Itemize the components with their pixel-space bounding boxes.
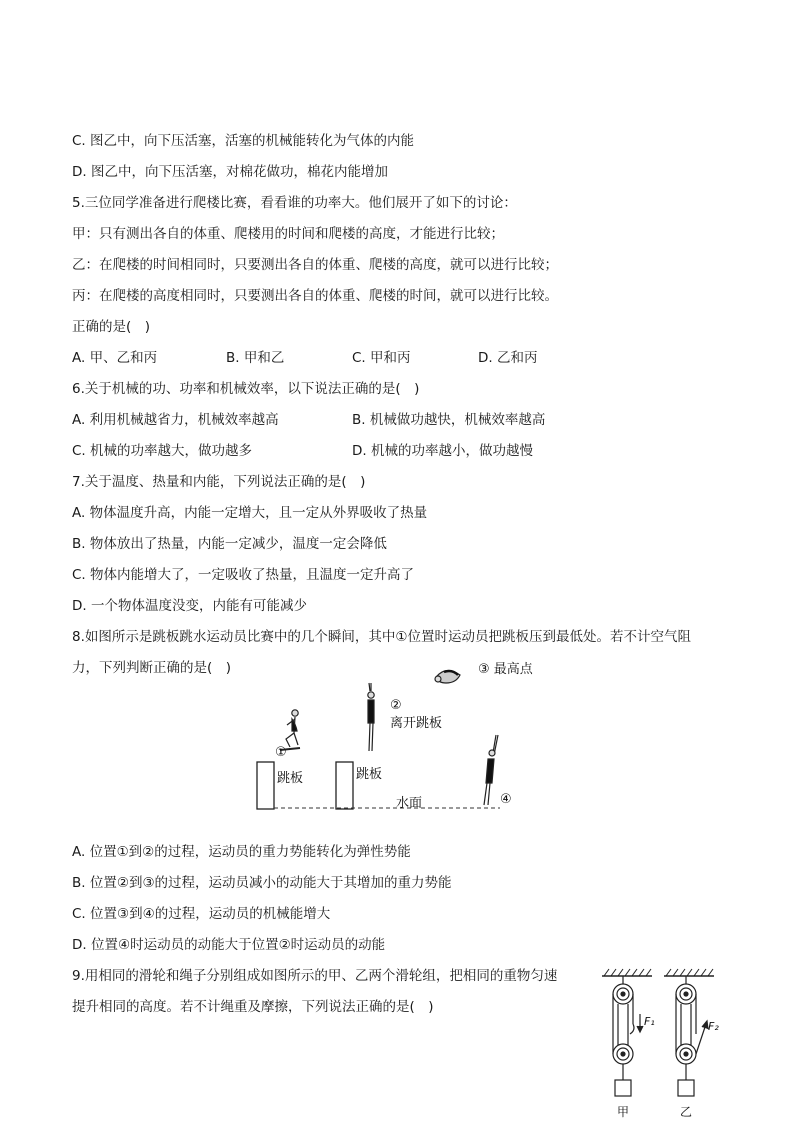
label-position-4: ④: [500, 792, 512, 807]
label-system-jia: 甲: [617, 1105, 630, 1119]
label-system-yi: 乙: [680, 1105, 693, 1119]
diver-position-2: [368, 683, 374, 751]
label-board-1: 跳板: [277, 771, 304, 786]
q4-option-c: C. 图乙中，向下压活塞，活塞的机械能转化为气体的内能: [72, 133, 415, 149]
diver-position-4: [484, 735, 498, 805]
q7-stem: 7.关于温度、热量和内能，下列说法正确的是( ): [72, 474, 366, 490]
diver-position-3: [435, 670, 460, 683]
q5-statement-yi: 乙：在爬楼的时间相同时，只要测出各自的体重、爬楼的高度，就可以进行比较；: [72, 257, 558, 273]
q7-option-b: B. 物体放出了热量，内能一定减少，温度一定会降低: [72, 536, 387, 552]
q9-stem-line1: 9.用相同的滑轮和绳子分别组成如图所示的甲、乙两个滑轮组，把相同的重物匀速: [72, 968, 558, 984]
q8-option-b: B. 位置②到③的过程，运动员减小的动能大于其增加的重力势能: [72, 875, 452, 891]
q5-stem: 5.三位同学准备进行爬楼比赛，看看谁的功率大。他们展开了如下的讨论：: [72, 195, 517, 211]
label-position-2-leave-board: 离开跳板: [390, 716, 443, 731]
q5-option-d: D. 乙和丙: [478, 350, 538, 366]
label-position-2-num: ②: [390, 698, 402, 713]
q6-option-d: D. 机械的功率越小，做功越慢: [352, 443, 533, 459]
label-board-2: 跳板: [356, 767, 383, 782]
q5-option-a: A. 甲、乙和丙: [72, 350, 158, 366]
label-position-1: ①: [275, 745, 287, 760]
q7-option-a: A. 物体温度升高，内能一定增大，且一定从外界吸收了热量: [72, 505, 428, 521]
q8-option-d: D. 位置④时运动员的动能大于位置②时运动员的动能: [72, 937, 386, 953]
q5-statement-bing: 丙：在爬楼的高度相同时，只要测出各自的体重、爬楼的时间，就可以进行比较。: [72, 288, 558, 304]
q9-stem-line2: 提升相同的高度。若不计绳重及摩擦，下列说法正确的是( ): [72, 999, 434, 1015]
q6-option-a: A. 利用机械越省力，机械效率越高: [72, 412, 279, 428]
label-position-3-highest: ③ 最高点: [478, 662, 533, 677]
diving-board-1: [257, 762, 274, 809]
ceiling-hatch-jia: [602, 969, 652, 976]
diving-board-2: [336, 762, 353, 809]
q8-stem-line2: 力，下列判断正确的是( ): [72, 660, 232, 676]
q5-option-c: C. 甲和丙: [352, 350, 411, 366]
q6-stem: 6.关于机械的功、功率和机械效率，以下说法正确的是( ): [72, 381, 420, 397]
q6-option-b: B. 机械做功越快，机械效率越高: [352, 412, 546, 428]
q4-option-d: D. 图乙中，向下压活塞，对棉花做功，棉花内能增加: [72, 164, 388, 180]
q5-ask: 正确的是( ): [72, 319, 151, 335]
diver-position-1: [280, 710, 300, 750]
label-force-f2: F₂: [708, 1020, 719, 1033]
q7-option-c: C. 物体内能增大了，一定吸收了热量，且温度一定升高了: [72, 567, 415, 583]
q8-option-a: A. 位置①到②的过程，运动员的重力势能转化为弹性势能: [72, 844, 411, 860]
q8-diving-figure: [250, 655, 550, 820]
q8-stem-line1: 8.如图所示是跳板跳水运动员比赛中的几个瞬间，其中①位置时运动员把跳板压到最低处。若不计空气阻: [72, 629, 691, 645]
q5-statement-jia: 甲：只有测出各自的体重、爬楼用的时间和爬楼的高度，才能进行比较；: [72, 226, 504, 242]
q6-option-c: C. 机械的功率越大，做功越多: [72, 443, 253, 459]
pulley-system-yi: [676, 976, 708, 1096]
label-force-f1: F₁: [644, 1015, 655, 1028]
q8-option-c: C. 位置③到④的过程，运动员的机械能增大: [72, 906, 331, 922]
ceiling-hatch-yi: [664, 969, 714, 976]
pulley-system-jia: [613, 976, 643, 1096]
q5-option-b: B. 甲和乙: [226, 350, 285, 366]
label-water-surface: 水面: [396, 796, 423, 811]
q9-pulley-figure: [596, 964, 736, 1122]
q7-option-d: D. 一个物体温度没变，内能有可能减少: [72, 598, 307, 614]
